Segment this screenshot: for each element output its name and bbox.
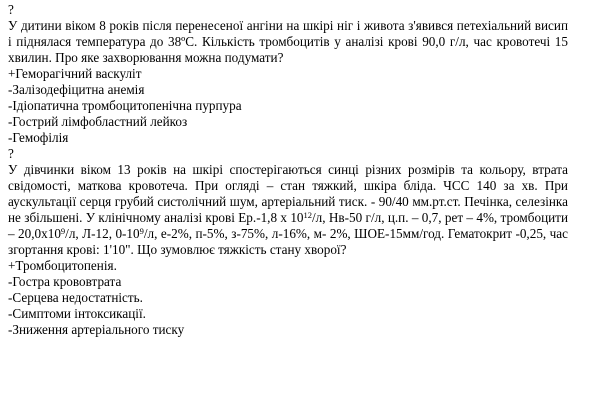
question-text-part: У дівчинки віком 13 років на шкірі спостерігаються синці різних розмірів та кольору, втрата свідомості, маткова кровотеча. При огляді – стан тяжкий, шкіра бліда. ЧСС 140 за хв. При аускультації серця грубий систолічний шум, артеріальний тиск. - 90/40 мм.рт.ст. Печінка, селезінка не збільшені. У клінічному аналізі крові Ер.-1,8 х 10 bbox=[8, 162, 568, 225]
question-text-part: /л, е-2%, п-5%, з-75%, л-16%, м- 2%, ШОЕ-15мм/год. Гематокрит -0,25, час згортання крові: 1'10". Що зумовлює тяжкість стану хворої? bbox=[8, 226, 569, 257]
answer-option: -Гемофілія bbox=[8, 130, 69, 145]
question-marker: ? bbox=[8, 2, 14, 17]
question-text-part: /л, Л-12, 0-10 bbox=[65, 226, 140, 241]
answer-option: -Гострий лімфобластний лейкоз bbox=[8, 114, 188, 129]
answer-option: +Геморагічний васкуліт bbox=[8, 66, 142, 81]
superscript: 9 bbox=[60, 226, 66, 236]
answer-option: +Тромбоцитопенія. bbox=[8, 258, 117, 273]
answer-option: -Серцева недостатність. bbox=[8, 290, 143, 305]
question-text-part: /л, Нв-50 г/л, ц.п. – 0,7, рет – 4%, тромбоцити – 20,0х10 bbox=[8, 210, 568, 241]
answer-option: -Ідіопатична тромбоцитопенічна пурпура bbox=[8, 98, 242, 113]
answer-option: -Гостра крововтрата bbox=[8, 274, 122, 289]
answer-option: -Симптоми інтоксикації. bbox=[8, 306, 146, 321]
answer-option: -Зниження артеріального тиску bbox=[8, 322, 185, 337]
answer-option: -Залізодефіцитна анемія bbox=[8, 82, 145, 97]
question-text bbox=[8, 162, 568, 258]
superscript: 12 bbox=[303, 210, 313, 220]
superscript: 9 bbox=[139, 226, 144, 236]
question-marker: ? bbox=[8, 146, 14, 161]
document-body bbox=[8, 2, 568, 338]
question-text: У дитини віком 8 років після перенесеної ангіни на шкірі ніг і живота з'явився петехіальний висип і піднялася температура до 38ºС. Кількість тромбоцитів у аналізі крові 90,0 г/л, час кровотечі 15 хвилин. Про яке захворювання можна подумати? bbox=[8, 18, 568, 65]
